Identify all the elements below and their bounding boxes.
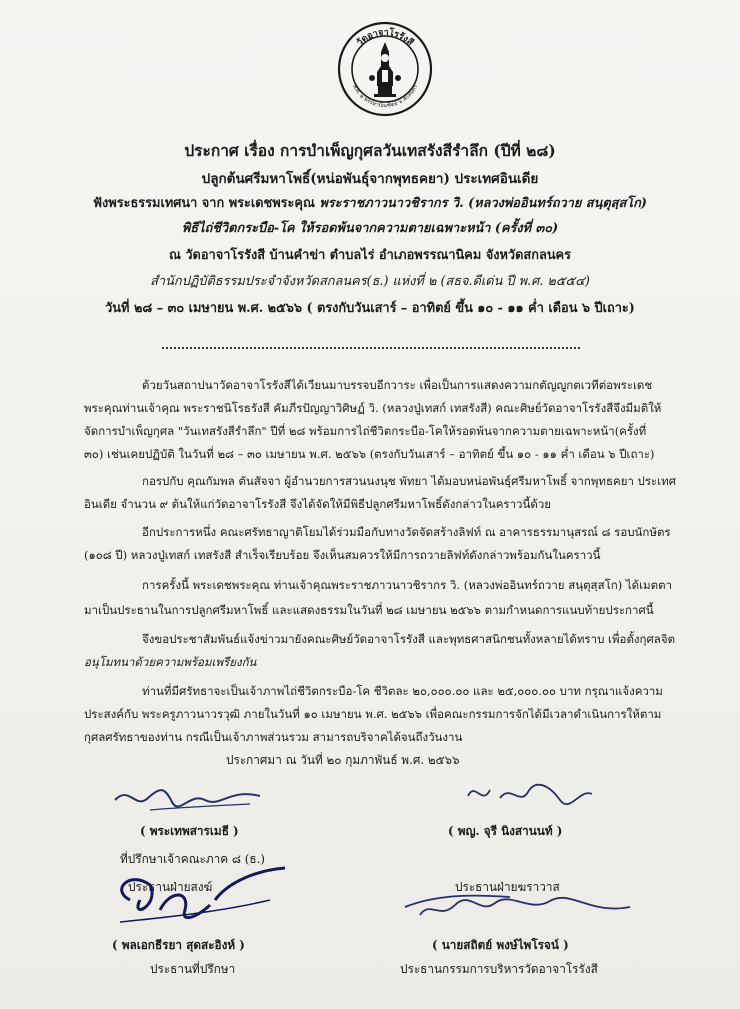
announcement-title: ประกาศ เรื่อง การบำเพ็ญกุศลวันเทสรังสีรำลึก (ปีที่ ๒๘) (184, 141, 556, 160)
signature-left-1-icon (110, 780, 270, 820)
body-line: การครั้งนี้ พระเดชพระคุณ ท่านเจ้าคุณพระราชภาวนาวชิรากร วิ. (หลวงพ่ออินทร์ถวาย สนฺตุสฺสโก) ได้เมตตา (142, 578, 673, 592)
announcement-date: ประกาศมา ณ วันที่ ๒๐ กุมภาพันธ์ พ.ศ. ๒๕๖๖ (226, 753, 460, 767)
temple-seal-icon (336, 20, 434, 118)
body-line: กอรปกับ คุณกัมพล ตันสัจจา ผู้อำนวยการสวนนงนุช พัทยา ได้มอบหน่อพันธุ์ศรีมหาโพธิ์ จากพุทธคยา ประเทศ (142, 474, 677, 488)
signature-right-2-icon (400, 885, 640, 935)
body-line: อินเดีย จำนวน ๙ ต้นให้แก่วัดอาจาโรรังสี จึงได้จัดให้มีพิธีปลูกศรีมหาโพธิ์ดังกล่าวในคราวนี้ด้วย (84, 497, 552, 511)
body-line: จัดการบำเพ็ญกุศล "วันเทสรังสีรำลึก" ปีที่ ๒๘ พร้อมการไถ่ชีวิตกระบือ-โคให้รอดพ้นจากความตายเฉพาะหน้า(ครั้งที่ (84, 424, 647, 438)
seal-top-text: วัดอาจาโรรังสี (355, 27, 415, 49)
header-line-7: วันที่ ๒๘ – ๓๐ เมษายน พ.ศ. ๒๕๖๖ ( ตรงกับวันเสาร์ – อาทิตย์ ขึ้น ๑๐ - ๑๑ ค่ำ เดือน ๖ ปีเถาะ) (105, 301, 635, 316)
body-line: มาเป็นประธานในการปลูกศรีมหาโพธิ์ และแสดงธรรมในวันที่ ๒๘ เมษายน ๒๕๖๖ ตามกำหนดการแนบท้ายประกาศนี้ (84, 603, 654, 617)
signer-right-1-name: ( พญ. จุรี นิงสานนท์ ) (448, 824, 563, 838)
body-line: อีกประการหนึ่ง คณะศรัทธาญาติโยมได้ร่วมมือกับทางวัดจัดสร้างลิฟท์ ณ อาคารธรรมานุสรณ์ ๘ รอบนักษัตร (142, 525, 671, 539)
seal-bottom-text: พ.ศ. ๒ พรรษาบัณฑิตย์ ๖ สกลนคร (350, 83, 420, 110)
signer-left-2-name: ( พลเอกธีรยา สุดสะอิงห์ ) (112, 938, 245, 952)
body-line: ท่านที่มีศรัทธาจะเป็นเจ้าภาพไถ่ชีวิตกระบือ-โค ชีวิตละ ๒๐,๐๐๐.๐๐ และ ๒๕,๐๐๐.๐๐ บาท กรุณาแจ้งความ (142, 684, 663, 698)
signer-left-1-role-2: ประธานฝ่ายสงฆ์ (128, 880, 213, 894)
header-line-3-paren: (หลวงพ่ออินทร์ถวาย สนฺตุสฺสโก) (468, 196, 647, 211)
body-line: ๓๐) เช่นเคยปฏิบัติ ในวันที่ ๒๘ – ๓๐ เมษายน พ.ศ. ๒๕๖๖ (ตรงกับวันเสาร์ – อาทิตย์ ขึ้น ๑๐ - ๑๑ ค่ำ เดือน ๖ ปีเถาะ) (84, 447, 655, 461)
signer-left-2-role: ประธานที่ปรึกษา (150, 962, 236, 976)
signer-left-1-role: ที่ปรึกษาเจ้าคณะภาค ๘ (ธ.) (120, 852, 265, 866)
body-line: ประสงค์กับ พระครูภาวนาวรวุฒิ ภายในวันที่ ๑๐ เมษายน พ.ศ. ๒๕๖๖ เพื่อคณะกรรมการจักได้มีเวลาดำเนินการให้ตาม (84, 707, 662, 721)
dotted-divider (162, 345, 580, 349)
body-line: (๑๐๘ ปี) หลวงปู่เทสก์ เทสรังสี สำเร็จเรียบร้อย จึงเห็นสมควรให้มีการถวายลิฟท์ดังกล่าวพร้อมกันในคราวนี้ (84, 548, 601, 562)
signer-right-2-name: ( นายสถิตย์ พงษ์ไพโรจน์ ) (432, 938, 569, 952)
signer-right-1-role: ประธานฝ่ายฆราวาส (455, 880, 560, 894)
body-line: กุศลศรัทธาของท่าน กรณีเป็นเจ้าภาพส่วนรวม สามารถบริจาคได้จนถึงวันงาน (84, 730, 463, 744)
header-line-4: พิธีไถ่ชีวิตกระบือ-โค ให้รอดพ้นจากความตายเฉพาะหน้า (ครั้งที่ ๓๐) (181, 221, 559, 236)
body-line: จึงขอประชาสัมพันธ์แจ้งข่าวมายังคณะศิษย์วัดอาจาโรรังสี และพุทธศาสนิกชนทั้งหลายได้ทราบ เพื่อตั้งกุศลจิต (142, 632, 676, 646)
signer-left-1-name: ( พระเทพสารเมธี ) (140, 824, 239, 838)
body-line: พระคุณท่านเจ้าคุณ พระราชนิโรธรังสี คัมภีรปัญญาวิศิษฏ์ วิ. (หลวงปู่เทสก์ เทสรังสี) คณะศิษย์วัดอาจาโรรังสีจึงมีมติให้ (84, 401, 662, 415)
header-line-5: ณ วัดอาจาโรรังสี บ้านคำข่า ตำบลไร่ อำเภอพรรณานิคม จังหวัดสกลนคร (169, 248, 571, 263)
signature-right-1-icon (460, 776, 600, 816)
signer-right-2-role: ประธานกรรมการบริหารวัดอาจาโรรังสี (400, 962, 598, 976)
body-line: ด้วยวันสถาปนาวัดอาจาโรรังสีได้เวียนมาบรรจบอีกวาระ เพื่อเป็นการแสดงความกตัญญูกตเวทีต่อพระเดช (142, 378, 653, 392)
header-line-6: สำนักปฏิบัติธรรมประจำจังหวัดสกลนคร(ธ.) แห่งที่ ๒ (สธจ.ดีเด่น ปี พ.ศ. ๒๕๕๔) (150, 274, 590, 289)
header-line-2: ปลูกต้นศรีมหาโพธิ์(หน่อพันธุ์จากพุทธคยา) ประเทศอินเดีย (201, 171, 539, 187)
header-line-3-monk: พระราชภาวนาวชิรากร วิ. (319, 196, 469, 211)
header-line-3 (0, 192, 740, 213)
body-line: อนุโมทนาด้วยความพร้อมเพรียงกัน (84, 655, 257, 669)
header-line-3-prefix: ฟังพระธรรมเทศนา จาก พระเดชพระคุณ (93, 196, 320, 211)
signature-left-2-icon (100, 860, 300, 935)
